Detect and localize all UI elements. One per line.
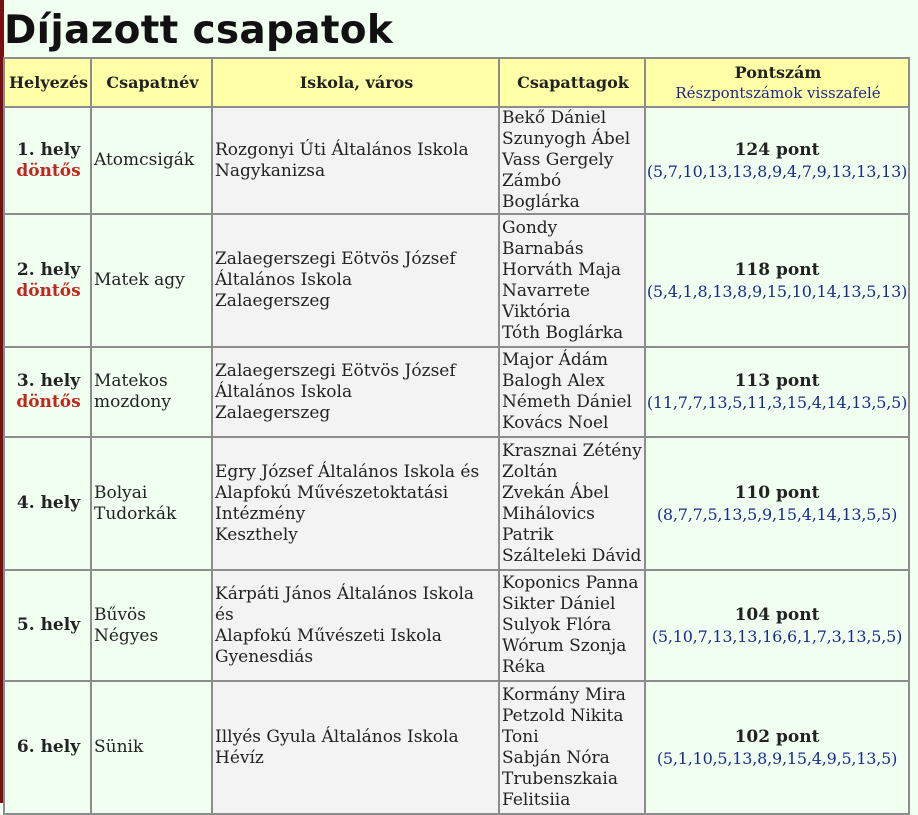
partial-scores: (5,7,10,13,13,8,9,4,7,9,13,13,13) [646,161,908,181]
school-line: Nagykanizsa [215,160,326,181]
header-school: Iskola, város [212,58,499,107]
points-cell [645,214,909,347]
school-line: Zalaegerszeg [215,291,331,311]
member-line: Tóth Boglárka [502,322,624,343]
points-cell [645,107,909,214]
member-line: Koponics Panna [502,573,639,593]
members-cell [499,107,645,214]
header-team: Csapatnév [91,58,212,107]
total-points: 118 pont [734,259,820,280]
header-points-label: Pontszám [734,62,822,82]
member-line: Kovács Noel [502,413,609,433]
partial-scores: (11,7,7,13,5,11,3,15,4,14,13,5,5) [646,393,908,412]
school-cell [212,347,499,437]
finalist-label: döntős [16,280,81,301]
partial-scores: (5,1,10,5,13,8,9,15,4,9,5,13,5) [656,748,898,768]
school-line: Alapfokú Művészeti Iskola [215,625,442,646]
rank-label: 6. hely [16,737,81,757]
rank-cell [4,681,91,814]
member-line: Réka [502,657,546,677]
rank-cell [4,570,91,681]
header-rank: Helyezés [4,58,91,107]
table-row [4,107,909,214]
header-points [645,58,909,107]
member-line: Wórum Szonja [502,636,627,656]
school-line: Zalaegerszeg [215,402,331,423]
member-line: Kormány Mira [502,684,626,705]
member-line: Balogh Alex [502,371,605,391]
school-line: Hévíz [215,747,264,768]
member-line: Bekő Dániel [502,108,607,128]
team-name-cell: Matek agy [91,214,212,347]
finalist-label: döntős [16,160,81,181]
points-cell [645,570,909,681]
partial-scores: (5,10,7,13,13,16,6,1,7,3,13,5,5) [651,626,903,646]
school-line: Gyenesdiás [215,646,314,667]
member-line: Sabján Nóra [502,747,610,768]
school-cell [212,570,499,681]
school-cell [212,107,499,214]
member-line: Horváth Maja [502,259,622,280]
points-cell [645,347,909,437]
school-line: Általános Iskola [215,381,353,402]
member-line: Felitsiia [502,789,571,810]
team-name-cell: Atomcsigák [91,107,212,214]
school-line: Általános Iskola [215,270,353,290]
member-line: Major Ádám [502,350,608,370]
school-line: Intézmény [215,503,306,524]
total-points: 102 pont [734,726,820,747]
team-name-cell: Sünik [91,681,212,814]
school-line: Zalaegerszegi Eötvös József [215,360,456,381]
rank-label: 5. hely [16,615,81,635]
points-cell [645,437,909,570]
points-cell [645,681,909,814]
rank-cell [4,214,91,347]
member-line: Toni [502,726,539,747]
header-row [4,58,909,107]
member-line: Szálteleki Dávid [502,545,642,566]
members-cell [499,681,645,814]
school-line: Rozgonyi Úti Általános Iskola [215,139,469,160]
member-line: Barnabás [502,238,584,259]
member-line: Petzold Nikita [502,705,624,726]
members-cell [499,347,645,437]
rank-label: 4. hely [16,493,81,513]
team-name-cell: Matekos mozdony [91,347,212,437]
rank-cell [4,107,91,214]
member-line: Sikter Dániel [502,594,616,614]
member-line: Krasznai Zétény [502,440,642,461]
member-line: Zoltán [502,461,558,482]
member-line: Németh Dániel [502,392,632,412]
team-name-cell: Bolyai Tudorkák [91,437,212,570]
school-line: Egry József Általános Iskola és [215,461,480,482]
total-points: 104 pont [734,604,820,625]
finalist-label: döntős [16,392,81,412]
table-row [4,437,909,570]
total-points: 124 pont [734,139,820,160]
member-line: Trubenszkaia [502,768,618,789]
members-cell [499,570,645,681]
member-line: Vass Gergely [502,150,614,170]
member-line: Patrik [502,524,554,545]
header-members: Csapattagok [499,58,645,107]
members-cell [499,437,645,570]
rank-label: 1. hely [16,139,81,160]
rank-label: 3. hely [16,371,81,391]
member-line: Navarrete [502,280,590,301]
rank-cell [4,437,91,570]
school-cell [212,214,499,347]
results-table [3,57,910,815]
members-cell [499,214,645,347]
rank-cell [4,347,91,437]
member-line: Sulyok Flóra [502,615,612,635]
header-points-sub: Részpontszámok visszafelé [675,83,881,102]
school-line: Zalaegerszegi Eötvös József [215,249,456,269]
page-title: Díjazott csapatok [4,8,394,53]
school-line: Illyés Gyula Általános Iskola [215,726,459,747]
table-row [4,570,909,681]
table-row [4,214,909,347]
table-row [4,681,909,814]
rank-label: 2. hely [16,259,81,280]
member-line: Szunyogh Ábel [502,129,631,149]
table-row [4,347,909,437]
partial-scores: (8,7,7,5,13,5,9,15,4,14,13,5,5) [656,504,898,524]
partial-scores: (5,4,1,8,13,8,9,15,10,14,13,5,13) [646,281,908,301]
school-line: Alapfokú Művészetoktatási [215,482,449,503]
school-line: Kárpáti János Általános Iskola és [215,583,475,625]
school-cell [212,437,499,570]
member-line: Zvekán Ábel [502,482,609,503]
school-line: Keszthely [215,524,298,545]
member-line: Mihálovics [502,503,595,524]
total-points: 113 pont [734,371,820,391]
member-line: Viktória [502,301,571,322]
school-cell [212,681,499,814]
member-line: Zámbó Boglárka [502,171,580,212]
member-line: Gondy [502,217,558,238]
team-name-cell: Bűvös Négyes [91,570,212,681]
total-points: 110 pont [734,482,820,503]
